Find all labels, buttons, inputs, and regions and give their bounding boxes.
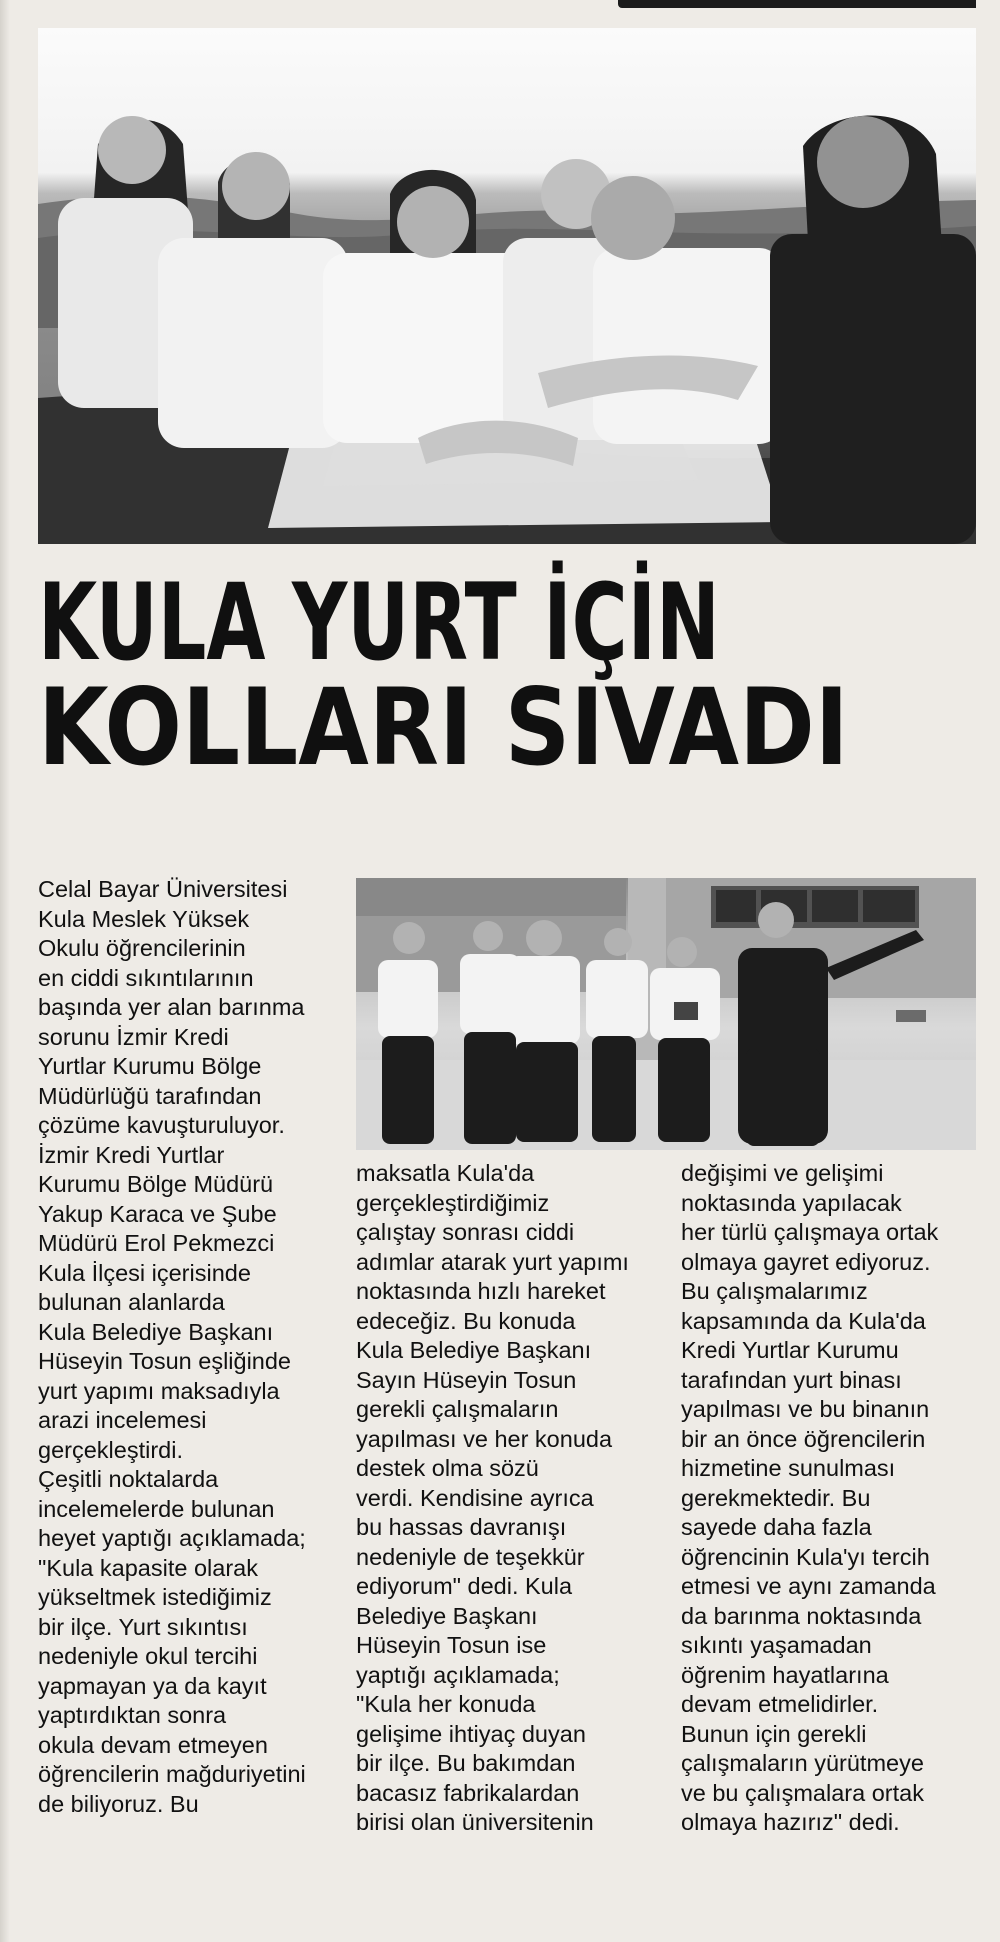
text-column-1 — [38, 875, 338, 1819]
text-column-3 — [681, 1159, 981, 1838]
column-3-text: değişimi ve gelişimi noktasında yapılacak her türlü çalışmaya ortak olmaya gayret ediyoruz. Bu çalışmalarımız kapsamında da Kula'da Kredi Yurtlar Kurumu tarafından yurt binası yapılması ve bu binanın bir an önce öğrencilerin hizmetine sunulması gerekmektedir. Bu sayede daha fazla öğrencinin Kula'yı tercih etmesi ve aynı zamanda da barınma noktasında sıkıntı yaşamadan öğrenim hayatlarına devam etmelidirler. Bunun için gerekli çalışmaların yürütmeye ve bu çalışmalara ortak olmaya hazırız" dedi. — [681, 1160, 939, 1835]
headline-line-2: KOLLARI SIVADI — [38, 666, 849, 789]
column-2-text: maksatla Kula'da gerçekleştirdiğimiz çalıştay sonrası ciddi adımlar atarak yurt yapımı noktasında hızlı hareket edeceğiz. Bu konuda Kula Belediye Başkanı Sayın Hüseyin Tosun gerekli çalışmaların yapılması ve her konuda destek olma sözü verdi. Kendisine ayrıca bu hassas davranışı nedeniyle de teşekkür ediyorum" dedi. Kula Belediye Başkanı Hüseyin Tosun ise yaptığı açıklamada; "Kula her konuda gelişime ihtiyaç duyan bir ilçe. Bu bakımdan bacasız fabrikalardan birisi olan üniversitenin — [356, 1160, 629, 1835]
column-1-text: Celal Bayar Üniversitesi Kula Meslek Yüksek Okulu öğrencilerinin en ciddi sıkıntılarının başında yer alan barınma sorunu İzmir Kredi Yurtlar Kurumu Bölge Müdürlüğü tarafından çözüme kavuşturuluyor. İzmir Kredi Yurtlar Kurumu Bölge Müdürü Yakup Karaca ve Şube Müdürü Erol Pekmezci Kula İlçesi içerisinde bulunan alanlarda Kula Belediye Başkanı Hüseyin Tosun eşliğinde yurt yapımı maksadıyla arazi incelemesi gerçekleştirdi. Çeşitli noktalarda incelemelerde bulunan heyet yaptığı açıklamada; "Kula kapasite olarak yükseltmek istediğimiz bir ilçe. Yurt sıkıntısı nedeniyle okul tercihi yapmayan ya da kayıt yaptırdıktan sonra okula devam etmeyen öğrencilerin mağduriyetini de biliyoruz. Bu — [38, 876, 306, 1817]
text-column-2 — [356, 1159, 656, 1838]
headline-line-1: KULA YURT İÇİN — [38, 561, 720, 684]
